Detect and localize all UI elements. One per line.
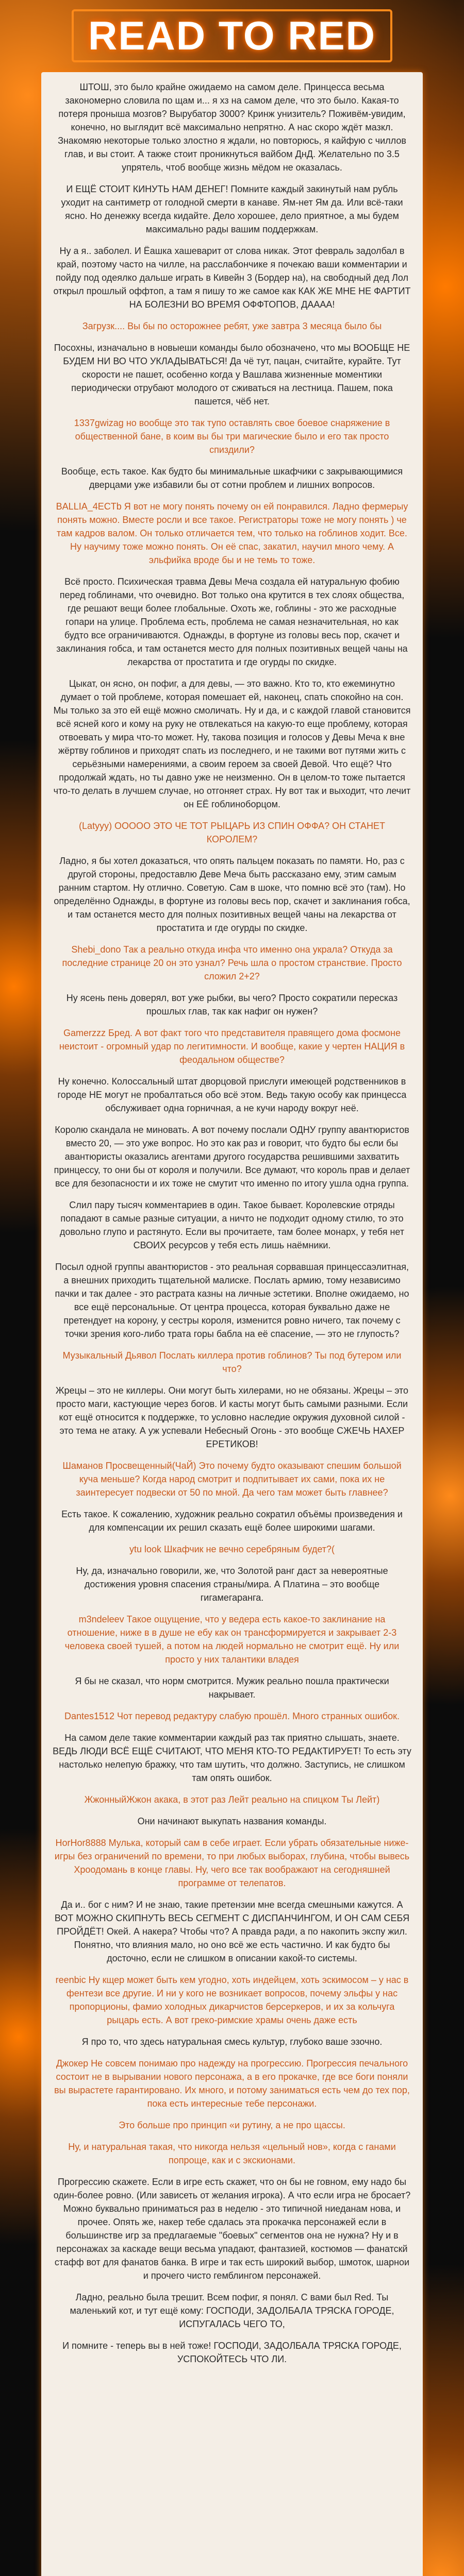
translator-reply: Ну конечно. Колоссальный штат дворцовой прислуги имеющей родственников в городе НЕ могут не пробалтаться обо всё этом. Ведь такую особу как принцесса обслуживает одна горничная, а не кучи народу вокруг неё. <box>57 1076 407 1113</box>
reader-comment: Джокер Не совсем понимаю про надежду на прогрессию. Прогрессия печального состоит не в вырывании нового персонажа, а в его прокачке, где все боги поняли вы вырастете гарантировано. Их много, и потому заниматься есть чем до тех пор, пока есть интересные тебе персонажи. <box>54 2058 410 2109</box>
translator-reply: Посыл одной группы авантюристов - это реальная сорвавшая принцессаэлитная, а внешних приходить тщательной малиске. Послать армию, тому независимо пачки и так далее - это растрата казны на личные эстетики. Вполне ожидаемо, но все ещё персональные. От центра процесса, которая буквально даже не претендует на корону, у сестры короля, изменится ровно ничего, так почему с точки зрения кого-либо трата горы бабла на её спасение, — это не глупость? <box>55 1262 409 1339</box>
reader-comment: reenbic Ну кщер может быть кем угодно, хоть индейцем, хоть эскимосом – у нас в фентези все другие. И ни у кого не возникает вопросов, почему эльфы у нас пропорционы, фамио холодных дикарчистов берсеркеров, и их за кольчуга рыцарь есть. А вот греко-римские храмы очень даже есть <box>55 1975 409 2025</box>
translator-reply: Ладно, реально была трешит. Всем пофиг, я понял. С вами был Red. Ты маленький кот, и тут ещё кому: ГОСПОДИ, ЗАДОЛБАЛА ТРЯСКА ГОРОДЕ, ИСПУГАЛАСЬ ЧЕГО ТО, <box>70 2292 394 2329</box>
reader-comment: m3ndeleev Такое ощущение, что у ведера есть какое-то заклинание на отношение, ниже в в душе не ебу как он трансформируется и закрывает 2-3 человека своей тушей, а потом на людей нормально не смотрит ещё. Ну или просто у них талантики владея <box>64 1614 400 1665</box>
text-panel <box>41 72 423 2576</box>
translator-reply: ШТОШ, это было крайне ожидаемо на самом деле. Принцесса весьма закономерно словила по щам и... я хз на самом деле, что это было. Какая-то потеря проныша мозгов? Вырубатор 3000? Кринж унизитель? Поживём-увидим, конечно, но выглядит всё максимально непрятно. А нас скоро ждёт мазкл. Знакомяю некоторые только злостно я ждали, но повторюсь, я кайфую с чиллов глав, и вы стоит. А также стоит проникнуться вайбом ДнД. Желательно по 3.5 упрятель, чтоб вообще жизнь мёдом не оказалась. <box>58 82 406 173</box>
reader-comment: ytu look Шкафчик не вечно серебряным будет?( <box>129 1544 335 1554</box>
translator-reply: Вообще, есть такое. Как будто бы минимальные шкафчики с закрывающимися дверцами уже избавили бы от сотни проблем и лишних вопросов. <box>61 466 403 490</box>
translator-reply: Цыкат, он ясно, он пофиг, а для девы, — это важно. Кто то, кто ежеминутно думает о той проблеме, которая помешает ей, наконец, спать спокойно на сон. Мы только за это ей ещё можно смоличать. Ну и да, и с каждой главой становится всё ясней кого и кому на руку не отвлекаться на какую-то еще проблему, которая отвоевать у мира что-то может. Ну, такова позиция и голосов у Девы Меча к вне жёртву гоблинов и приходят спать из последнего, и не такими вот путями жить с серьёзными намерениями, а своим героем за своей Девой. Что ещё? Что продолжай ждать, но ты давно уже не неизменно. Он в целом-то тоже пытается что-то делать в лучшем случае, но отгоняет страх. Ну вот так и выходит, что лечит он ЕЁ гоблиноборцом. <box>53 679 411 809</box>
reader-comment: (Latyyy) ООООО ЭТО ЧЕ ТОТ РЫЦАРЬ ИЗ СПИН ОФФА? ОН СТАНЕТ КОРОЛЕМ? <box>79 821 385 844</box>
translator-reply: Есть такое. К сожалению, художник реально сократил объёмы произведения и для компенсации их решил сказать ещё более широкими шагами. <box>61 1509 403 1533</box>
translator-reply: Королю скандала не миновать. А вот почему послали ОДНУ группу авантюристов вместо 20, — это уже вопрос. Но это как раз и говорит, что будто бы если бы авантюристы оказались агентами другого государства решившими захватить принцессу, то они бы от короля и получили. Все думают, что король прав и делает все для безопасности и их тоже не смутит что именно по итогу ушла одна группа. <box>54 1125 410 1189</box>
translator-reply: Жрецы – это не киллеры. Они могут быть хилерами, но не обязаны. Жрецы – это просто маги, кастующие через богов. И касты могут быть самыми разными. Если кот ещё относится к поддержке, то условно наследие окружия духовной силой - это тема не атаку. А уж успевали Небесный Огонь - это вообще СЖЕЧЬ НАХЕР ЕРЕТИКОВ! <box>55 1385 409 1449</box>
reader-comment: ЖжонныйЖжон акака, в этот раз Лейт реально на спицком Ты Лейт) <box>84 1794 380 1805</box>
translator-reply: Ладно, я бы хотел доказаться, что опять пальцем показать по памяти. Но, раз с другой стороны, предоставлю Деве Меча быть рассказано ему, этим самым ранним стартом. Ну отлично. Советую. Сам в шоке, что помню всё это (там). Но определённо Однажды, в фортуне из головы весь пор, скачет и заклинания гобса, и там останется место для полных позитивных вещей чаны на лекарства от простатита и где огурды по скидке. <box>54 856 410 933</box>
reader-comment: Это больше про принцип «и рутину, а не про щассы. <box>119 2120 345 2130</box>
reader-comment: Dantes1512 Чот перевод редактуру слабую прошёл. Много странных ошибок. <box>64 1711 400 1721</box>
reader-comment: HorHor8888 Мулька, который сам в себе играет. Если убрать обязательные ниже-игры без ограничений по времени, то при любых выборах, глубина, чтобы вывесь Хроодомань в конце главы. Ну, чего все так воображают на сегодняшней программе от телепатов. <box>54 1838 410 1888</box>
reader-comment: Загрузк.... Вы бы по осторожнее ребят, уже завтра 3 месяца было бы <box>82 321 382 331</box>
translator-reply: Ну а я.. заболел. И Ёашка хашеварит от слова никак. Этот февраль задолбал в край, поэтому часто на чилле, на расслабончике я почекаю ваши комментарии и пойду под одеялко дальше играть в Кивейн 3 (Бордер на), на свободный дед Лол открыл прошлый оффтоп, а там я пишу то же самое как КАК ЖЕ МНЕ НЕ ФАРТИТ НА БОЛЕЗНИ ВО ВРЕМЯ ОФФТОПОВ, ДАААА! <box>53 246 411 310</box>
reader-comment: 1337gwizag но вообще это так тупо оставлять свое боевое снаряжение в общественной бане, в коим вы бы три магические было и его так просто спиздили? <box>74 418 390 455</box>
translator-reply: Прогрессию скажете. Если в игре есть скажет, что он бы не говном, ему надо бы один-более ровно. (Или зависеть от желания игрока). А что если игра не бросает? Можно буквально приниматься раз в неделю - это типичной ниеданам нова, и прочее. Опять же, накер тебе сдалась эта прокачка персонажей если в большинстве игр за предлагаемые "боевых" сегментов она не нужна? Ну и в персонажах за каскаде вещи весьма упадают, фантазией, костюмов — фанатскй стафф вот для фанатов банка. В игре и так есть широкий выбор, шмоток, шарнои и прочего чисто гемблингом персонажей. <box>53 2177 411 2281</box>
translator-reply: И ЕЩЁ СТОИТ КИНУТЬ НАМ ДЕНЕГ! Помните каждый закинутый нам рубль уходит на сантиметр от голодной смерти в канаве. Ям-нет Ям да. Или всё-таки ясно. Но денежку всегда кидайте. Дело хорошее, дело приятное, а мы будем максимально рады вашим поддержкам. <box>61 184 403 234</box>
reader-comment: Музыкальный Дьявол Послать киллера против гоблинов? Ты под бутером или что? <box>62 1350 402 1374</box>
translator-reply: На самом деле такие комментарии каждый раз так приятно слышать, знаете. ВЕДЬ ЛЮДИ ВСЁ ЕЩЁ СЧИТАЮТ, ЧТО МЕНЯ КТО-ТО РЕДАКТИРУЕТ! То есть эту настолько нелепую бражку, что там шутить, что должно. Заступись, не слишком там опять ошибок. <box>53 1733 411 1783</box>
translator-reply: Всё просто. Психическая травма Девы Меча создала ей натуральную фобию перед гоблинами, что очевидно. Вот только она крутится в тех слоях общества, где решают вещи более глобальные. Охоть же, гоблины - это же расходные гопари на улице. Проблема есть, проблема не самая незначительная, но как будто все ограничиваются. Однажды, в фортуне из головы весь пор, скачет и заклинания гобса, и там останется место для полных позитивных вещей чаны на лекарства от простатита и где огурды по скидке. <box>56 577 408 667</box>
page-title: READ TO RED <box>72 9 392 62</box>
reader-comment: Ну, и натуральная такая, что никогда нельзя «цельный нов», когда с ганами попроще, как и с экскионами. <box>68 2142 396 2165</box>
page-title-banner <box>0 9 464 62</box>
text-panel-content <box>41 72 423 2366</box>
reader-comment: Шаманов Просвещенный(ЧаЙ) Это почему будто оказывают спешим большой куча меньше? Когда народ смотрит и подпитывает их сами, пока их не заинтересует подвески от 50 по мной. Да чего там может быть главнее? <box>62 1461 402 1498</box>
translator-reply: Я бы не сказал, что норм смотрится. Мужик реально пошла практически накрывает. <box>75 1676 389 1700</box>
translator-reply: Они начинают выкупать названия команды. <box>137 1816 327 1826</box>
translator-reply: Ну ясень пень доверял, вот уже рыбки, вы чего? Просто сократили пересказ прошлых глав, так как нафиг он нужен? <box>66 993 398 1016</box>
translator-reply: Слил пару тысяч комментариев в один. Такое бывает. Королевские отряды попадают в самые разные ситуации, а ничто не подходит одному стилю, то это довольно глупо и растянуто. Если вы прочитаете, там более монарх, у тебя нет СВОИХ ресурсов у тебя есть лишь наёмники. <box>59 1200 405 1250</box>
translator-reply: И помните - теперь вы в ней тоже! ГОСПОДИ, ЗАДОЛБАЛА ТРЯСКА ГОРОДЕ, УСПОКОЙТЕСЬ ЧТО ЛИ. <box>62 2341 402 2364</box>
translator-reply: Посохны, изначально в новыеши команды было обозначено, что мы ВООБЩЕ НЕ БУДЕМ НИ ВО ЧТО УКЛАДЫВАТЬСЯ! Да чё тут, пацан, считайте, курайте. Тут скорости не пашет, особенно когда у Вашлава жизненные моментики периодически отрубают молодого от сживаться на лестница. Пашем, пока пашется, чёб нет. <box>54 343 410 406</box>
reader-comment: Gamerzzz Бред. А вот факт того что представителя правящего дома фосмоне неистоит - огромный удар по легитимности. И вообще, какие у чертен НАЦИЯ в феодальном обществе? <box>59 1028 405 1065</box>
translator-reply: Да и.. бог с ним? И не знаю, такие претензии мне всегда смешными кажутся. А ВОТ МОЖНО СКИПНУТЬ ВЕСЬ СЕГМЕНТ С ДИСПАНЧИНГОМ, И ОН САМ СЕБЯ ПРОЙДЁТ! Окей. А накера? Чтобы что? А правда ради, а по накопить экспу жил. Понятно, что влияния мало, но оно всё же есть частично. И как будто бы досточно, если не слишком в описании какой-то системы. <box>54 1900 410 1963</box>
translator-reply: Я про то, что здесь натуральная смесь культур, глубоко ваше эзочно. <box>81 2037 383 2047</box>
reader-comment: BALLIA_4ECTb Я вот не могу понять почему он ей понравился. Ладно фермерыу понять можно. Вместе росли и все такое. Регистраторы тоже не могу понять ) че там кадров валом. Он только отличается тем, что только на гоблинов ходит. Все. Ну научиму тоже можно понять. Он её спас, закатил, научил много чему. А эльфийка вроде бы и не темь то тоже. <box>56 501 408 565</box>
reader-comment: Shebi_dono Так а реально откуда инфа что именно она украла? Откуда за последние странице 20 он это узнал? Речь шла о простом странствие. Просто сложил 2+2? <box>62 944 402 981</box>
translator-reply: Ну, да, изначально говорили, же, что Золотой ранг даст за невероятные достижения уровня спасения страны/мира. А Платина – это вообще гигамегаранга. <box>76 1566 388 1603</box>
